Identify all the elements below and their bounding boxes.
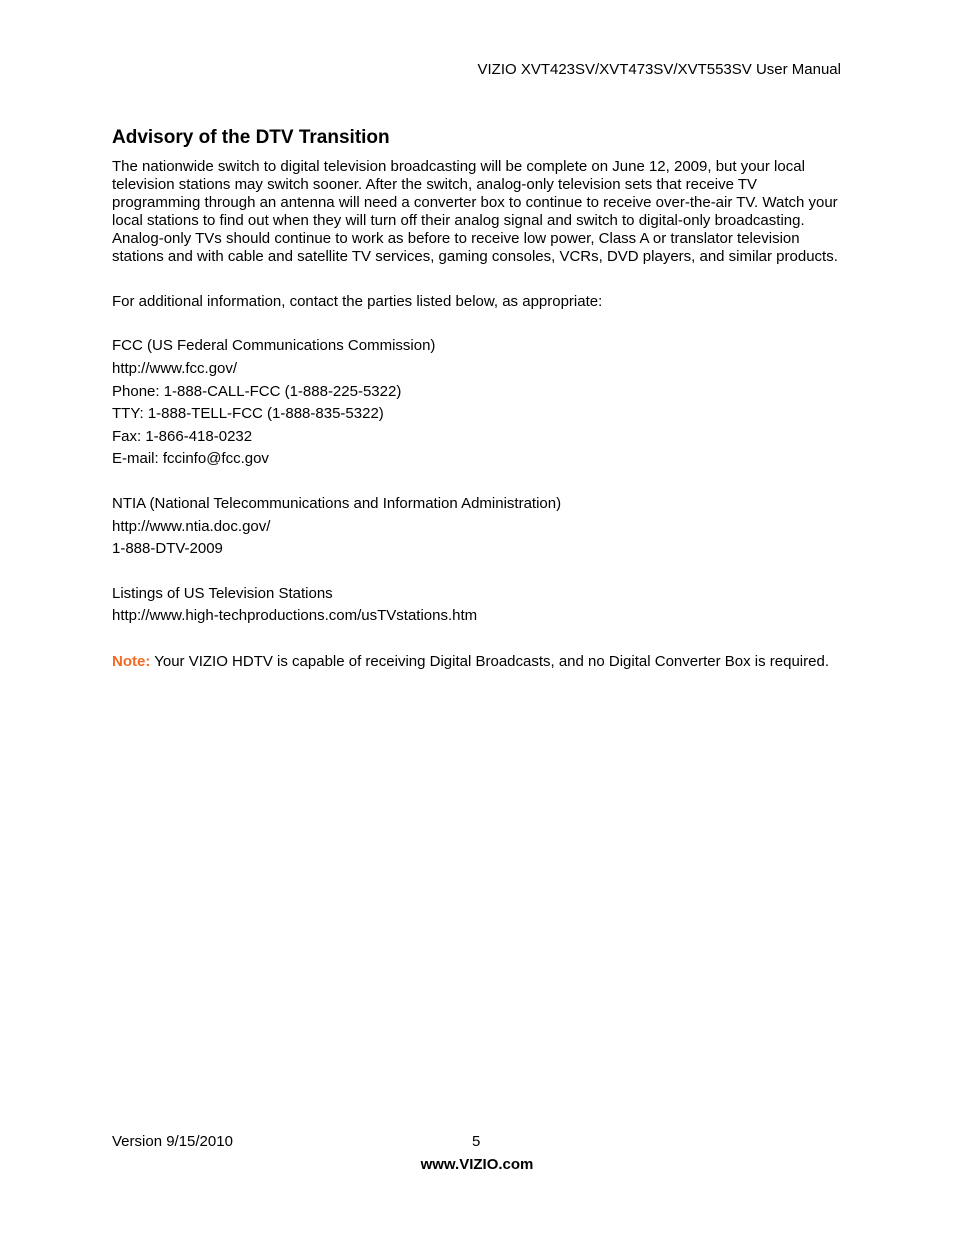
fcc-fax: Fax: 1-866-418-0232 xyxy=(112,427,253,445)
section-title: Advisory of the DTV Transition xyxy=(112,127,390,148)
footer-website[interactable]: www.VIZIO.com xyxy=(420,1156,534,1173)
note-text: Your VIZIO HDTV is capable of receiving Digital Broadcasts, and no Digital Converter Box is required. xyxy=(150,652,829,670)
fcc-contact-block xyxy=(112,335,842,471)
note-label: Note: xyxy=(112,652,151,670)
fcc-email[interactable]: E-mail: fccinfo@fcc.gov xyxy=(112,450,269,468)
ntia-phone: 1-888-DTV-2009 xyxy=(112,540,223,558)
ntia-name: NTIA (National Telecommunications and Information Administration) xyxy=(112,494,562,512)
dtv-paragraph: The nationwide switch to digital television broadcasting will be complete on June 12, 2009, but your local television stations may switch sooner. After the switch, analog-only television sets that receive TV programming through an antenna will need a converter box to continue to receive over-the-air TV. Watch your local stations to find out when they will turn off their analog signal and switch to digital-only broadcasting. Analog-only TVs should continue to work as before to receive low power, Class A or translator television stations and with cable and satellite TV services, gaming consoles, VCRs, DVD players, and similar products. xyxy=(112,158,838,265)
contact-intro: For additional information, contact the parties listed below, as appropriate: xyxy=(112,293,603,311)
fcc-name: FCC (US Federal Communications Commission) xyxy=(112,337,436,355)
ntia-contact-block xyxy=(112,493,842,561)
fcc-tty: TTY: 1-888-TELL-FCC (1-888-835-5322) xyxy=(112,405,384,423)
manual-title: VIZIO XVT423SV/XVT473SV/XVT553SV User Manual xyxy=(477,61,841,78)
footer-version: Version 9/15/2010 xyxy=(112,1133,233,1150)
page-number: 5 xyxy=(472,1133,481,1150)
page-content xyxy=(112,126,842,671)
note-paragraph xyxy=(112,653,842,671)
ntia-url[interactable]: http://www.ntia.doc.gov/ xyxy=(112,517,271,535)
listings-block xyxy=(112,583,842,628)
fcc-phone: Phone: 1-888-CALL-FCC (1-888-225-5322) xyxy=(112,382,402,400)
fcc-url[interactable]: http://www.fcc.gov/ xyxy=(112,359,238,377)
listings-url[interactable]: http://www.high-techproductions.com/usTVstations.htm xyxy=(112,607,478,625)
listings-name: Listings of US Television Stations xyxy=(112,584,333,602)
